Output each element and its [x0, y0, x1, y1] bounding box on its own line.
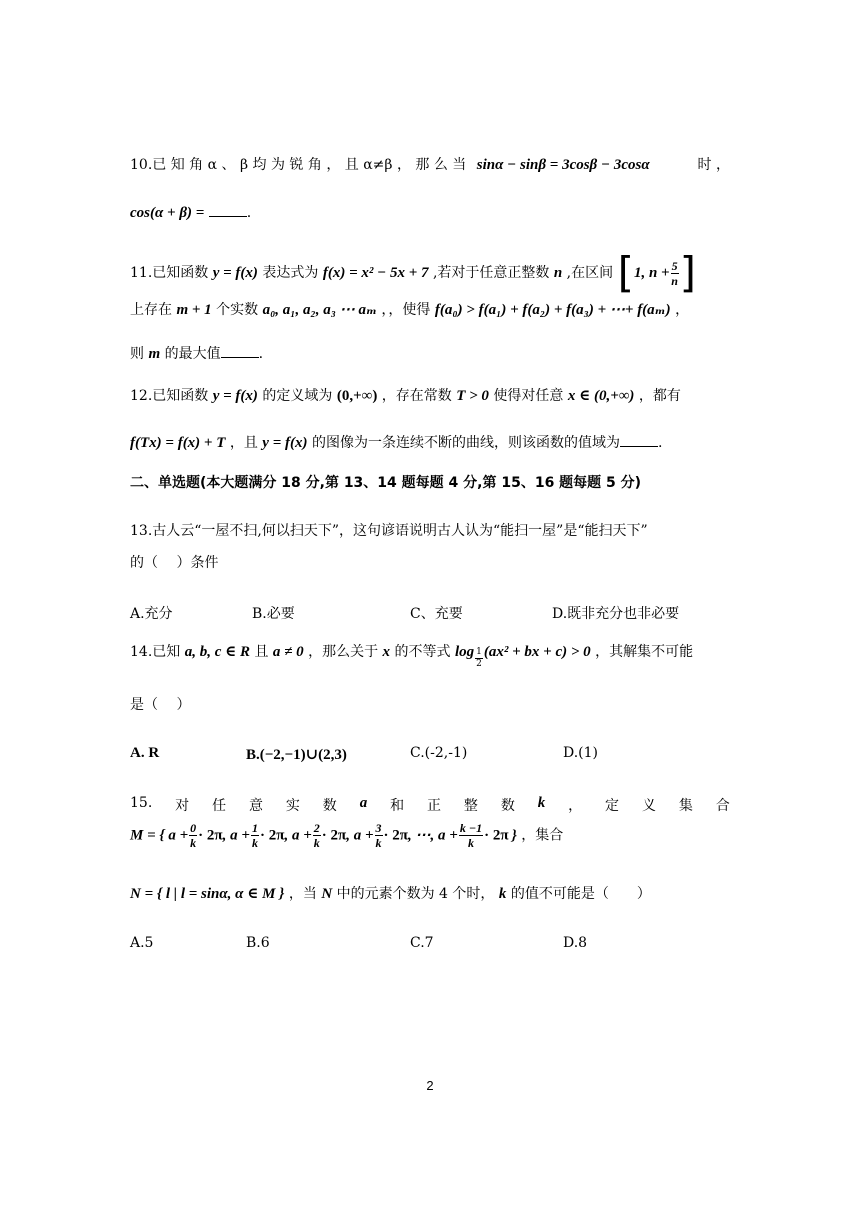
- q12-t1: 的定义域为: [262, 388, 333, 404]
- q15-option-c[interactable]: C.7: [410, 935, 434, 951]
- q12-domain: (0,+∞): [336, 388, 378, 404]
- q13-option-a[interactable]: A.充分: [130, 606, 173, 622]
- q15-frac-3: [375, 822, 383, 849]
- q15-w6: a: [359, 795, 368, 811]
- q10-line1: [130, 158, 730, 173]
- q14-t2: ，那么关于: [308, 644, 379, 660]
- q12-eq: f(Tx) = f(x) + T: [130, 435, 226, 451]
- q15-k: k: [498, 886, 507, 902]
- q15-w4: 实: [285, 798, 300, 814]
- q10-text: 10.已 知 角 α 、 β 均 为 锐 角 ， 且 α≠β ， 那 么 当: [130, 157, 467, 173]
- q12-x: x ∈ (0,+∞): [567, 388, 635, 404]
- q12-fn: y = f(x): [212, 388, 258, 404]
- q15-frac-4-den: k: [467, 836, 474, 850]
- q12-blank[interactable]: [620, 434, 658, 447]
- q11-frac-num: 5: [671, 258, 678, 273]
- q11-mid2: ,若对于任意正整数: [432, 265, 550, 281]
- q15-w2: 任: [212, 798, 227, 814]
- q12-t5: ，且: [229, 435, 258, 451]
- q10-expr: cos(α + β) =: [130, 205, 205, 221]
- q14-cond: a ≠ 0: [272, 644, 304, 660]
- q11-m: m: [148, 346, 161, 362]
- q10-condition: sinα − sinβ = 3cosβ − 3cosα: [476, 157, 650, 173]
- q12-t2: ，存在常数: [381, 388, 452, 404]
- q11-lead: 11.已知函数: [130, 265, 209, 281]
- q12-line1: [130, 389, 681, 404]
- q14-log-base: [475, 648, 483, 669]
- q11-fn2: f(x) = x² − 5x + 7: [322, 265, 429, 281]
- q14-t3: 的不等式: [394, 644, 451, 660]
- q15-frac-3-den: k: [375, 836, 382, 850]
- q12-T: T > 0: [456, 388, 489, 404]
- q14-option-d[interactable]: D.(1): [563, 745, 599, 761]
- q11-bracket-right: ]: [679, 248, 696, 297]
- q15-frac-3-num: 3: [375, 821, 382, 835]
- q12-t6: 的图像为一条连续不断的曲线，则该函数的值域为: [311, 435, 620, 451]
- q14-option-a[interactable]: A. R: [130, 745, 160, 761]
- q15-w11: k: [537, 795, 546, 811]
- q12-line2: [130, 434, 662, 451]
- q10-line2: [130, 204, 251, 221]
- q15-term-0: · 2π: [198, 827, 223, 844]
- q15-option-d[interactable]: D.8: [563, 935, 588, 951]
- q12-lead: 12.已知函数: [130, 388, 209, 404]
- q15-w5: 数: [322, 798, 337, 814]
- q11-blank[interactable]: [221, 345, 259, 358]
- q15-w9: 整: [463, 798, 478, 814]
- q14-t4: ，其解集不可能: [595, 644, 694, 660]
- q15-option-b[interactable]: B.6: [246, 935, 270, 951]
- q12-t4: ，都有: [638, 388, 681, 404]
- q15-w10: 数: [500, 798, 515, 814]
- q11-period: .: [258, 346, 264, 362]
- q11-line2-d: ，: [675, 302, 690, 318]
- q15-after-m: ，集合: [521, 827, 564, 844]
- q14-option-c[interactable]: C.(-2,-1): [410, 745, 468, 761]
- q11-ineq: f(a₀) > f(a₁) + f(a₂) + f(a₃) + ⋯+ f(aₘ): [434, 302, 671, 318]
- page-number: 2: [426, 1078, 434, 1093]
- q11-line2: [130, 303, 689, 318]
- q15-set-n-line: [130, 887, 651, 902]
- q15-frac-1-num: 1: [251, 821, 258, 835]
- q13-option-b[interactable]: B.必要: [252, 606, 295, 622]
- q15-frac-0-num: 0: [190, 821, 197, 835]
- q15-frac-4-num: k −1: [459, 821, 483, 835]
- q11-line3-b: 的最大值: [164, 346, 221, 362]
- q15-set-m-prefix: M = { a +: [130, 827, 189, 844]
- q11-seq: a₀, a₁, a₂, a₃ ⋯ aₘ: [262, 302, 377, 318]
- q13-line2: 的（ ）条件: [130, 555, 219, 571]
- q11-mid3: ,在区间: [566, 265, 614, 281]
- q15-dots: , ⋯, a +: [408, 827, 458, 844]
- q15-term-3: · 2π: [383, 827, 409, 844]
- q11-line2-a: 上存在: [130, 302, 172, 318]
- q15-set-m-line: [130, 822, 563, 849]
- q11-interval-left: 1, n +: [633, 265, 670, 281]
- q15-w12: ，: [568, 798, 583, 814]
- section-heading: 二、单选题(本大题满分 18 分,第 13、14 题每题 4 分,第 15、16 题每题 5 分): [130, 475, 642, 491]
- q15-sep-2: , a +: [284, 827, 312, 844]
- q15-t2: 中的元素个数为 4 个时，: [336, 886, 495, 902]
- q14-base-num: 1: [476, 647, 482, 657]
- q11-frac-den: n: [671, 273, 678, 288]
- q11-line3-a: 则: [130, 346, 144, 362]
- q11-m1: m + 1: [176, 302, 212, 318]
- q11-line2-b: 个实数: [216, 302, 259, 318]
- q15-line1: [130, 795, 730, 815]
- q15-frac-2: [313, 822, 321, 849]
- q15-w14: 义: [641, 798, 656, 814]
- q14-log: log: [454, 644, 475, 660]
- q11-fn1: y = f(x): [212, 265, 258, 281]
- q14-vars: a, b, c ∈ R: [184, 644, 250, 660]
- q15-w16: 合: [715, 798, 730, 814]
- q15-term-1: · 2π: [259, 827, 285, 844]
- q15-w15: 集: [678, 798, 693, 814]
- q15-frac-0: [189, 822, 197, 849]
- q15-frac-2-den: k: [313, 836, 320, 850]
- q15-w7: 和: [390, 798, 405, 814]
- q11-n: n: [553, 265, 563, 281]
- q11-line2-c: ，，使得: [381, 302, 431, 318]
- q13-option-d[interactable]: D.既非充分也非必要: [552, 606, 680, 622]
- q15-t3: 的值不可能是（ ）: [510, 886, 651, 902]
- q11-line3: [130, 345, 263, 362]
- q15-term-2: · 2π: [321, 827, 347, 844]
- q14-base-den: 2: [476, 659, 482, 669]
- q15-w0: 15.: [130, 795, 153, 811]
- q14-arg: (ax² + bx + c) > 0: [483, 644, 591, 660]
- q12-fn2: y = f(x): [262, 435, 308, 451]
- q15-w13: 定: [605, 798, 620, 814]
- q14-t1: 且: [254, 644, 269, 660]
- q15-t1: ，当: [288, 886, 317, 902]
- q14-x: x: [382, 644, 391, 660]
- q12-period: .: [657, 435, 663, 451]
- q10-end: 时 ，: [697, 157, 730, 173]
- q15-w3: 意: [248, 798, 263, 814]
- q15-sep-1: , a +: [222, 827, 250, 844]
- q15-sep-3: , a +: [346, 827, 374, 844]
- q15-w1: 对: [175, 798, 190, 814]
- q15-frac-4: [459, 822, 483, 849]
- q15-frac-1-den: k: [251, 836, 258, 850]
- q13-option-c[interactable]: C、充要: [410, 606, 463, 622]
- q15-w8: 正: [427, 798, 442, 814]
- q15-set-n: N = { l | l = sinα, α ∈ M }: [130, 886, 285, 902]
- q15-set-m-tail: }: [511, 827, 517, 844]
- q15-frac-0-den: k: [190, 836, 197, 850]
- q15-frac-2-num: 2: [313, 821, 320, 835]
- q11-interval-frac: [671, 260, 679, 287]
- q14-line1: [130, 645, 693, 669]
- q15-option-a[interactable]: A.5: [130, 935, 154, 951]
- q15-frac-1: [251, 822, 259, 849]
- q11-line1: [130, 248, 696, 297]
- q11-bracket-left: [: [617, 248, 634, 297]
- q10-period: .: [246, 205, 252, 221]
- q11-mid: 表达式为: [262, 265, 319, 281]
- q14-lead: 14.已知: [130, 644, 181, 660]
- q13-line1: 13.古人云“一屋不扫,何以扫天下”，这句谚语说明古人认为“能扫一屋”是“能扫天下”: [130, 523, 648, 539]
- q10-blank[interactable]: [209, 204, 247, 217]
- q14-option-b[interactable]: B.(−2,−1)∪(2,3): [246, 747, 347, 763]
- q14-line2: 是（ ）: [130, 697, 191, 713]
- q15-term-4: · 2π: [484, 827, 509, 844]
- q15-N: N: [321, 886, 333, 902]
- q12-t3: 使得对任意: [493, 388, 564, 404]
